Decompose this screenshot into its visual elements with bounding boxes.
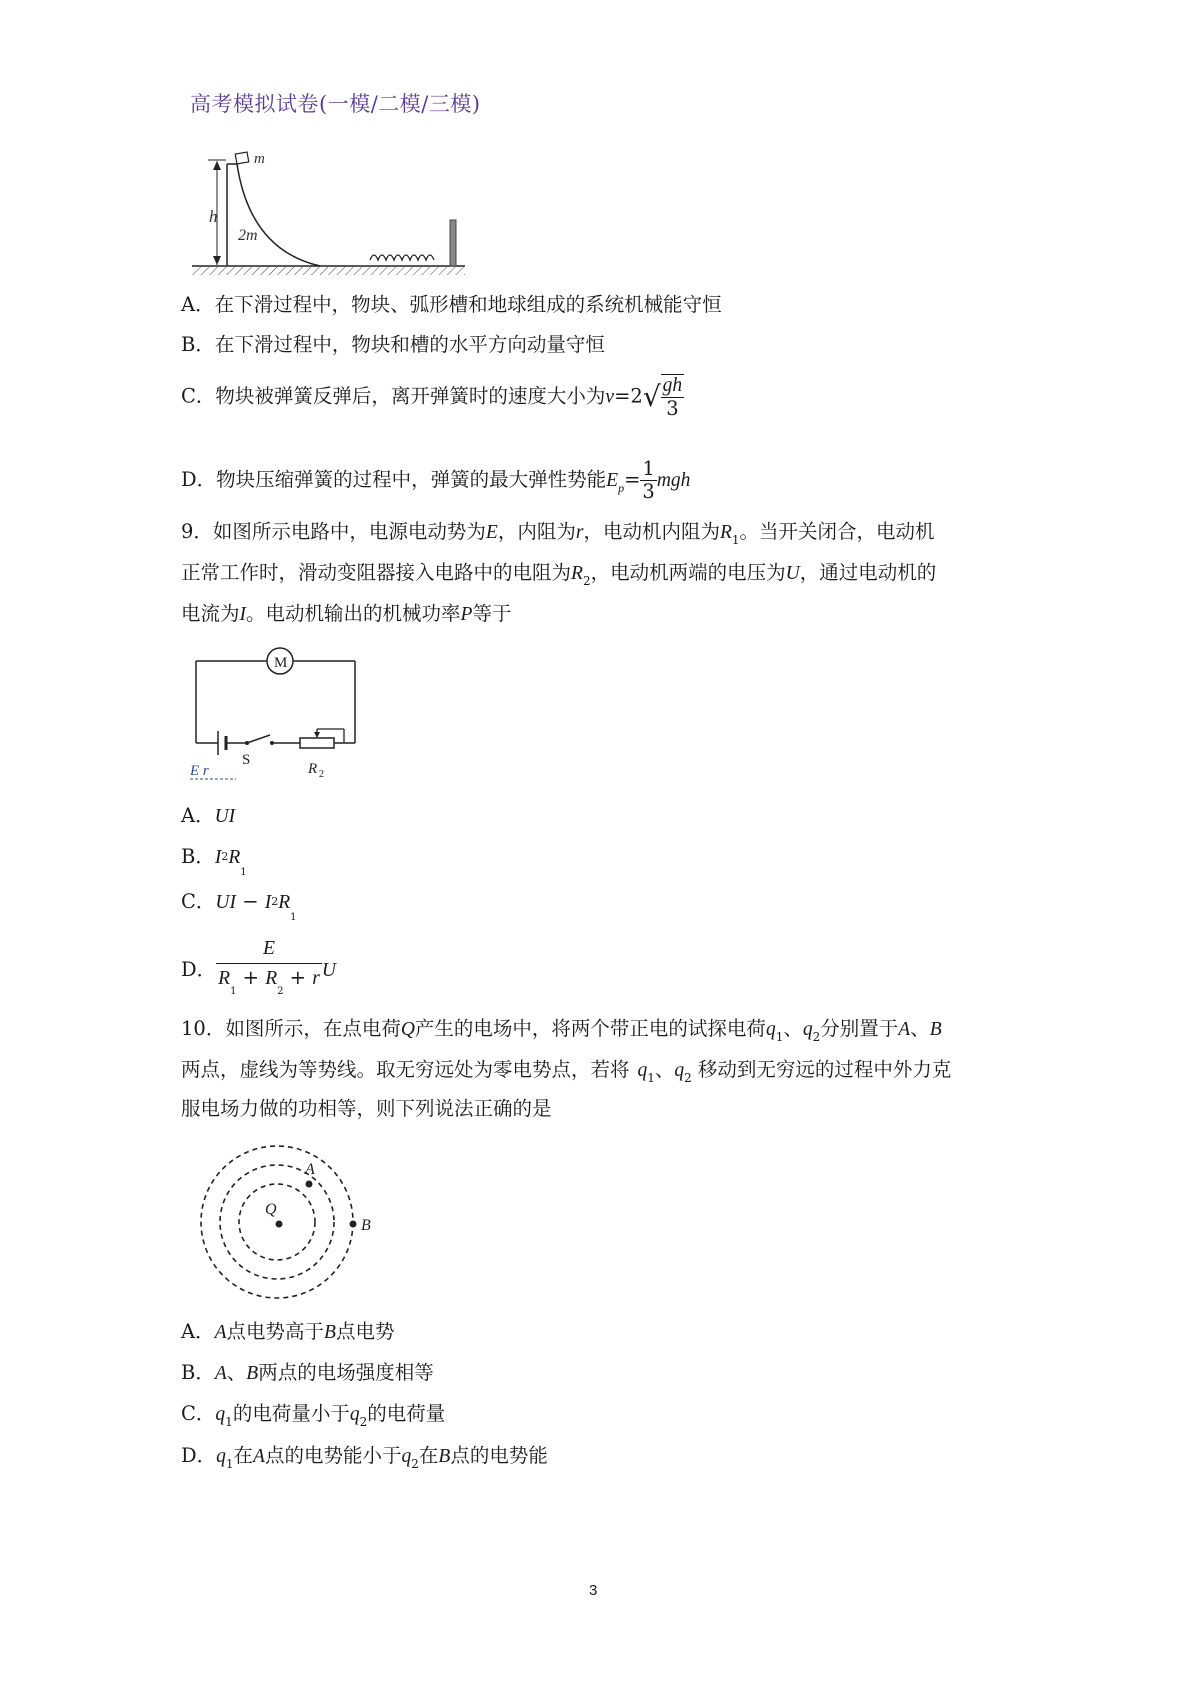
- text: 10．如图所示，在点电荷: [181, 1017, 401, 1040]
- text: 正常工作时，滑动变阻器接入电路中的电阻为: [181, 561, 572, 584]
- var-A: A: [214, 1322, 227, 1343]
- text: ，电动机内阻为: [583, 520, 720, 543]
- var-I: I: [264, 892, 272, 913]
- text: 点电势: [335, 1320, 395, 1343]
- label-R2: R: [308, 761, 318, 777]
- text: 移动到无穷远的过程中外力克: [697, 1058, 952, 1081]
- var-A: A: [214, 1363, 227, 1384]
- sup: 2: [221, 850, 229, 863]
- sub: 2: [359, 1415, 368, 1429]
- text: 、: [910, 1017, 930, 1040]
- var-R: R: [719, 522, 732, 543]
- sub: 2: [411, 1457, 419, 1471]
- sub-p: p: [618, 481, 625, 495]
- var-r: r: [312, 968, 320, 989]
- text: 两点的电场强度相等: [258, 1361, 434, 1384]
- var-I: I: [239, 604, 247, 625]
- var-mgh: mgh: [656, 470, 691, 491]
- text: ，电动机两端的电压为: [590, 561, 786, 584]
- text: ，内阻为: [497, 520, 576, 543]
- var-Q: Q: [400, 1019, 415, 1040]
- text: 在: [233, 1444, 254, 1467]
- var-B: B: [246, 1363, 259, 1384]
- q10-option-c: [181, 1401, 445, 1435]
- sub: 2: [684, 1071, 692, 1085]
- q10-line-2: [181, 1057, 951, 1091]
- var-A: A: [253, 1446, 265, 1467]
- sub: 1: [240, 867, 247, 878]
- var-R: R: [228, 847, 241, 868]
- q9-line-2: [181, 560, 936, 594]
- option-label: A．: [181, 1320, 215, 1343]
- var-B: B: [324, 1322, 336, 1343]
- label-E-r: E r: [190, 763, 209, 779]
- var-q: q: [674, 1060, 685, 1081]
- sub: 1: [290, 912, 297, 923]
- frac-num: 1: [642, 457, 655, 480]
- option-label: D．: [181, 958, 217, 981]
- option-label: B．: [181, 845, 215, 868]
- sqrt-icon: √: [642, 380, 661, 413]
- figure-equipotential: [195, 1138, 385, 1308]
- var-q: q: [802, 1019, 813, 1040]
- q9-option-a: [181, 803, 235, 830]
- q8-option-c: [181, 374, 684, 420]
- figure-curved-slot-spring: [190, 150, 480, 280]
- expr: UI: [214, 806, 236, 827]
- q8-option-c-text: C．物块被弹簧反弹后，离开弹簧时的速度大小为: [181, 384, 606, 408]
- var-q: q: [215, 1404, 226, 1425]
- text: 等于: [472, 602, 512, 625]
- var-R: R: [265, 968, 278, 989]
- var-q: q: [765, 1019, 776, 1040]
- q9-option-d: [181, 935, 336, 1006]
- var-U: U: [785, 563, 800, 584]
- figure-circuit: [190, 645, 370, 785]
- motor-label: M: [274, 655, 288, 671]
- var-R: R: [218, 968, 231, 989]
- sub: 2: [812, 1030, 821, 1044]
- var-q: q: [216, 1446, 226, 1467]
- plus: +: [283, 966, 313, 989]
- label-S: S: [242, 752, 251, 768]
- page-header: 高考模拟试卷(一模/二模/三模): [190, 92, 481, 116]
- text: 产生的电场中，将两个带正电的试探电荷: [414, 1017, 766, 1040]
- label-R2-sub: 2: [319, 769, 324, 780]
- q8-optc-fraction: [661, 374, 685, 420]
- text: 9．如图所示电路中，电源电动势为: [181, 520, 486, 543]
- var-R: R: [571, 563, 583, 584]
- sub: 1: [731, 533, 740, 547]
- text: 、: [783, 1017, 803, 1040]
- var-B: B: [929, 1019, 942, 1040]
- text: 点的电势能小于: [264, 1444, 402, 1467]
- var-I: I: [214, 847, 222, 868]
- q10-line-3: 服电场力做的功相等，则下列说法正确的是: [181, 1097, 552, 1120]
- sub: 2: [277, 986, 284, 997]
- label-Q: Q: [265, 1201, 277, 1218]
- text: 。电动机输出的机械功率: [246, 602, 461, 625]
- plus: +: [236, 966, 266, 989]
- q9-line-1: [181, 519, 935, 553]
- page-number: 3: [589, 1582, 598, 1599]
- var-B: B: [438, 1446, 451, 1467]
- text: 点电势高于: [226, 1320, 325, 1343]
- expr: UI: [215, 892, 236, 913]
- option-label: C．: [181, 890, 216, 913]
- label-2m: 2m: [238, 227, 258, 244]
- var-P: P: [460, 604, 473, 625]
- text: 分别置于: [820, 1017, 899, 1040]
- q8-option-d-text: D．物块压缩弹簧的过程中，弹簧的最大弹性势能: [181, 468, 607, 491]
- var-r: r: [575, 522, 584, 543]
- label-h: h: [209, 207, 218, 226]
- option-label: C．: [181, 1402, 216, 1425]
- q10-option-a: [181, 1319, 394, 1346]
- text: 两点，虚线为等势线。取无穷远处为零电势点，若将: [181, 1058, 630, 1081]
- sub: 1: [775, 1030, 784, 1044]
- q8-var-v: v: [605, 386, 615, 408]
- q10-line-1: [181, 1016, 942, 1050]
- sub: 1: [225, 1415, 233, 1429]
- label-A: A: [305, 1161, 315, 1178]
- var-E: E: [485, 522, 498, 543]
- var-U: U: [321, 960, 336, 981]
- sub: 2: [582, 574, 591, 588]
- label-B: B: [361, 1217, 371, 1234]
- text: 、: [226, 1361, 247, 1384]
- q8-optc-eq: =2: [614, 384, 643, 408]
- q8-option-b: B．在下滑过程中，物块和槽的水平方向动量守恒: [181, 333, 605, 356]
- q8-option-d: [181, 458, 690, 503]
- option-label: D．: [181, 1444, 217, 1467]
- frac-den: 3: [666, 397, 679, 420]
- eq: =: [624, 468, 641, 491]
- minus: −: [236, 890, 265, 913]
- sub: 1: [230, 986, 237, 997]
- text: ，通过电动机的: [799, 561, 937, 584]
- option-label: A．: [181, 804, 215, 827]
- text: 点的电势能: [450, 1444, 548, 1467]
- text: 、: [654, 1058, 675, 1081]
- frac-den: 3: [642, 480, 655, 503]
- text: 的电荷量: [367, 1402, 446, 1425]
- var-q: q: [401, 1446, 412, 1467]
- option-label: B．: [181, 1361, 215, 1384]
- sub: 1: [225, 1457, 234, 1471]
- var-q: q: [637, 1060, 648, 1081]
- label-m: m: [254, 151, 265, 167]
- frac-den: [216, 964, 322, 1006]
- q9-line-3: [181, 601, 511, 628]
- var-E: E: [606, 470, 619, 491]
- frac-num: gh: [662, 375, 683, 396]
- text: 在: [418, 1444, 439, 1467]
- var-A: A: [898, 1019, 911, 1040]
- frac-num: E: [216, 935, 322, 964]
- q9-option-c: [181, 889, 297, 931]
- q9-option-b: [181, 844, 247, 886]
- q10-option-d: [181, 1443, 548, 1477]
- text: 。当开关闭合，电动机: [739, 520, 935, 543]
- var-q: q: [349, 1404, 360, 1425]
- text: 电流为: [181, 602, 240, 625]
- q10-option-b: [181, 1360, 434, 1387]
- sub: 1: [647, 1071, 655, 1085]
- q9-optd-fraction: [216, 935, 322, 1006]
- text: 的电荷量小于: [232, 1402, 350, 1425]
- sup: 2: [271, 895, 279, 908]
- q8-option-a: A．在下滑过程中，物块、弧形槽和地球组成的系统机械能守恒: [181, 293, 722, 316]
- q8-optd-fraction: [640, 458, 656, 503]
- var-R: R: [278, 892, 291, 913]
